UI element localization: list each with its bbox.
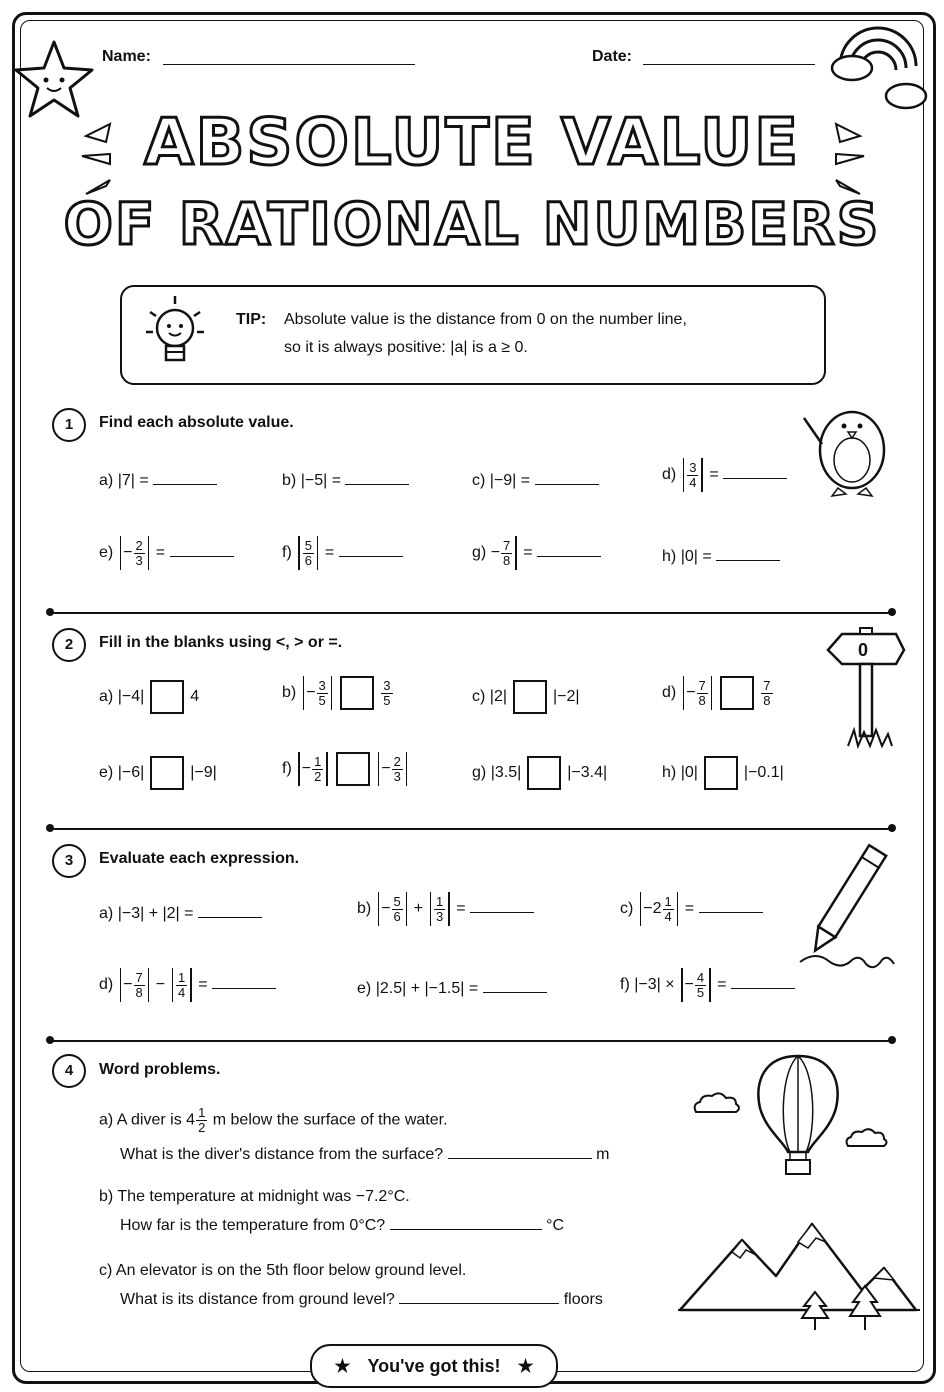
q1a (99, 470, 217, 490)
q2b-lden: 5 (318, 692, 326, 708)
accent-marks-left (80, 120, 120, 200)
q2e-right: |−9| (190, 764, 217, 782)
star-icon: ★ (334, 1356, 351, 1376)
section1-title: Find each absolute value. (99, 414, 294, 431)
q1g-num: 7 (503, 537, 511, 553)
tip-box (120, 285, 826, 385)
q2h-left: |0| (680, 764, 698, 782)
q1d-label: d) (662, 466, 677, 484)
page-title-line1: ABSOLUTE VALUE (144, 106, 800, 180)
q1h-answer[interactable] (716, 546, 780, 561)
q2e-box[interactable] (150, 756, 184, 790)
q3f (620, 968, 795, 1002)
name-label: Name: (102, 48, 151, 65)
q1h-expr: |0| = (680, 548, 712, 565)
q4a-line1 (99, 1106, 448, 1135)
section4-number: 4 (52, 1054, 86, 1088)
q4a-unit: m (596, 1146, 610, 1163)
q3d-answer[interactable] (212, 974, 276, 989)
q3b-op: + (413, 900, 424, 918)
q2a-left: |−4| (117, 688, 145, 706)
q2b-rnum: 3 (383, 677, 391, 693)
q1a-answer[interactable] (153, 470, 217, 485)
q4b-text: The temperature at midnight was −7.2°C. (117, 1188, 410, 1205)
section4-title: Word problems. (99, 1061, 221, 1078)
q3e-label: e) (357, 980, 372, 997)
q3b-answer[interactable] (470, 898, 534, 913)
q2g-right: |−3.4| (567, 764, 608, 782)
q4c-text: An elevator is on the 5th floor below ground level. (115, 1262, 467, 1279)
lightbulb-icon (142, 292, 208, 376)
q3f-label: f) (620, 976, 630, 994)
q2g-left: |3.5| (490, 764, 522, 782)
section-divider (50, 828, 892, 830)
section1-number: 1 (52, 408, 86, 442)
section-divider (50, 612, 892, 614)
q2h-right: |−0.1| (743, 764, 784, 782)
q2e-left: |−6| (117, 764, 145, 782)
q1c-label: c) (472, 472, 486, 489)
q3d-n2: 1 (178, 969, 186, 985)
q3d-d1: 8 (135, 984, 143, 1000)
section2-number: 2 (52, 628, 86, 662)
q2b-box[interactable] (340, 676, 374, 710)
q1c (472, 470, 599, 490)
q3c-den: 4 (664, 908, 672, 924)
q2d-lnum: 7 (698, 677, 706, 693)
q2c (472, 680, 580, 714)
q3c-answer[interactable] (699, 898, 763, 913)
q4b-label: b) (99, 1188, 114, 1205)
q2b-lsign: − (306, 684, 316, 702)
q4b-line1 (99, 1188, 410, 1206)
q1e-label: e) (99, 544, 114, 562)
signpost-text: 0 (858, 640, 869, 660)
q2f-rden: 3 (393, 768, 401, 784)
q3b-eq: = (456, 900, 466, 918)
q1e-num: 2 (135, 537, 143, 553)
q1e-sign: − (123, 544, 133, 562)
q3f-left: |−3| (634, 976, 661, 994)
q3a (99, 903, 262, 923)
q4c-question: What is its distance from ground level? (120, 1291, 395, 1308)
name-field[interactable] (163, 64, 415, 65)
q2d-lsign: − (686, 684, 696, 702)
q2d-box[interactable] (720, 676, 754, 710)
q1d-answer[interactable] (723, 464, 787, 479)
q2f-rsign: − (381, 760, 391, 778)
q4a-answer[interactable] (448, 1144, 592, 1159)
q3f-eq: = (717, 976, 727, 994)
cloud-icon (690, 1090, 742, 1116)
q4a-den: 2 (198, 1120, 206, 1135)
q3d-op: − (155, 976, 166, 994)
q2b-lnum: 3 (318, 677, 326, 693)
q3f-answer[interactable] (731, 974, 795, 989)
date-field[interactable] (643, 64, 815, 65)
accent-marks-right (826, 120, 866, 200)
q1g-label: g) (472, 544, 487, 562)
q1f-num: 5 (304, 537, 312, 553)
q1f-den: 6 (304, 552, 312, 568)
section3-title: Evaluate each expression. (99, 850, 300, 867)
q4c-answer[interactable] (399, 1289, 559, 1304)
q2h (662, 756, 784, 790)
q1c-answer[interactable] (535, 470, 599, 485)
q1f-eq: = (324, 544, 335, 562)
q2d-rnum: 7 (763, 677, 771, 693)
q2d-lden: 8 (698, 692, 706, 708)
q4b-line2 (120, 1215, 564, 1235)
q3d (99, 968, 276, 1002)
q1h-label: h) (662, 548, 677, 565)
page-title-line2: OF RATIONAL NUMBERS (63, 190, 881, 258)
cloud-icon (842, 1126, 890, 1150)
q2f-rnum: 2 (393, 753, 401, 769)
q1g (472, 536, 601, 570)
q2e (99, 756, 217, 790)
q2a (99, 680, 199, 714)
q1f-answer[interactable] (339, 542, 403, 557)
q4c-label: c) (99, 1262, 113, 1279)
q1g-eq: = (523, 544, 533, 562)
pencil-icon (796, 838, 900, 974)
q3e-expr: |2.5| + |−1.5| = (375, 980, 479, 997)
q4b-unit: °C (546, 1217, 565, 1234)
q3b-d1: 6 (393, 908, 401, 924)
q4a-label: a) (99, 1111, 114, 1129)
q3c-label: c) (620, 900, 634, 918)
q4a-line2 (120, 1144, 609, 1164)
q3a-answer[interactable] (198, 903, 262, 918)
tree-icon (848, 1284, 882, 1334)
q1d-eq: = (709, 466, 719, 484)
q2e-label: e) (99, 764, 114, 782)
q2c-right: |−2| (553, 688, 580, 706)
q3f-op: × (665, 976, 675, 994)
q2c-left: |2| (489, 688, 507, 706)
q1a-label: a) (99, 472, 114, 489)
q2f-box[interactable] (336, 752, 370, 786)
q3c-whole: −2 (643, 900, 662, 918)
q1d (662, 458, 787, 492)
q2b-label: b) (282, 684, 297, 702)
rainbow-icon (830, 26, 930, 116)
q2h-label: h) (662, 764, 677, 782)
q2a-box[interactable] (150, 680, 184, 714)
q1b (282, 470, 409, 490)
q3d-d2: 4 (178, 984, 186, 1000)
q3d-label: d) (99, 976, 114, 994)
q3b-d2: 3 (436, 908, 444, 924)
q3b-n1: 5 (393, 893, 401, 909)
tip-text-line2: so it is always positive: |a| is a ≥ 0. (284, 339, 528, 356)
q4b-answer[interactable] (390, 1215, 542, 1230)
q1d-num: 3 (689, 459, 697, 475)
q4b-question: How far is the temperature from 0°C? (120, 1217, 386, 1234)
q2f-lden: 2 (314, 768, 322, 784)
footer-text: You've got this! (367, 1356, 501, 1376)
q2f-lnum: 1 (314, 753, 322, 769)
section2-title: Fill in the blanks using <, > or =. (99, 634, 343, 651)
section-divider (50, 1040, 892, 1042)
q2a-label: a) (99, 688, 114, 706)
q1g-answer[interactable] (537, 542, 601, 557)
q3b-label: b) (357, 900, 372, 918)
tip-text-line1: Absolute value is the distance from 0 on the number line, (284, 311, 687, 328)
q3f-num: 4 (696, 969, 705, 985)
q3b-sign: − (381, 900, 391, 918)
mountain-icon (676, 1210, 922, 1334)
q1e-den: 3 (135, 552, 143, 568)
q3c (620, 892, 763, 926)
q1e-answer[interactable] (170, 542, 234, 557)
q1c-expr: |−9| = (489, 472, 531, 489)
q4c-line1 (99, 1262, 466, 1280)
q2a-right: 4 (190, 688, 200, 706)
q4a-num: 1 (198, 1105, 206, 1120)
q2c-label: c) (472, 688, 486, 706)
q1a-expr: |7| = (117, 472, 149, 489)
tip-label: TIP: (236, 311, 267, 328)
q1b-expr: |−5| = (300, 472, 342, 489)
tree-icon (800, 1290, 830, 1334)
q2f-label: f) (282, 760, 292, 778)
q3d-sign: − (123, 976, 133, 994)
q1f-label: f) (282, 544, 292, 562)
q1g-den: 8 (503, 552, 511, 568)
q2b-rden: 5 (383, 692, 391, 708)
star-icon: ★ (517, 1356, 534, 1376)
q4a-post: m below the surface of the water. (212, 1111, 448, 1129)
q2b (282, 676, 394, 710)
q1g-sign: − (490, 544, 501, 562)
q1h (662, 546, 780, 566)
q2d (662, 676, 774, 710)
q2h-box[interactable] (704, 756, 738, 790)
q3c-num: 1 (664, 893, 672, 909)
q3d-eq: = (198, 976, 208, 994)
q2c-box[interactable] (513, 680, 547, 714)
q1e (99, 536, 234, 570)
q3f-den: 5 (696, 984, 705, 1000)
q2g-label: g) (472, 764, 487, 782)
q4c-line2 (120, 1289, 603, 1309)
date-label: Date: (592, 48, 633, 65)
q4a-pre: A diver is 4 (116, 1111, 196, 1129)
q2d-label: d) (662, 684, 677, 702)
q3e-answer[interactable] (483, 978, 547, 993)
q2g-box[interactable] (527, 756, 561, 790)
balloon-icon (750, 1052, 846, 1176)
q3a-expr: |−3| + |2| = (117, 905, 194, 922)
q3a-label: a) (99, 905, 114, 922)
q3f-sign: − (684, 976, 694, 994)
section3-number: 3 (52, 844, 86, 878)
q1e-eq: = (155, 544, 166, 562)
q3d-n1: 7 (135, 969, 143, 985)
q3e (357, 978, 547, 998)
footer-banner (310, 1344, 558, 1388)
q2f-lsign: − (301, 760, 312, 778)
q3b (357, 892, 534, 926)
q1b-answer[interactable] (345, 470, 409, 485)
q2f (282, 752, 409, 786)
q1b-label: b) (282, 472, 297, 489)
q1d-den: 4 (689, 474, 697, 490)
q2g (472, 756, 607, 790)
q2d-rden: 8 (763, 692, 771, 708)
q1f (282, 536, 403, 570)
penguin-icon (800, 388, 904, 500)
q4c-unit: floors (563, 1291, 603, 1308)
q4a-question: What is the diver's distance from the surface? (120, 1146, 444, 1163)
q3c-eq: = (684, 900, 695, 918)
q3b-n2: 1 (436, 893, 444, 909)
